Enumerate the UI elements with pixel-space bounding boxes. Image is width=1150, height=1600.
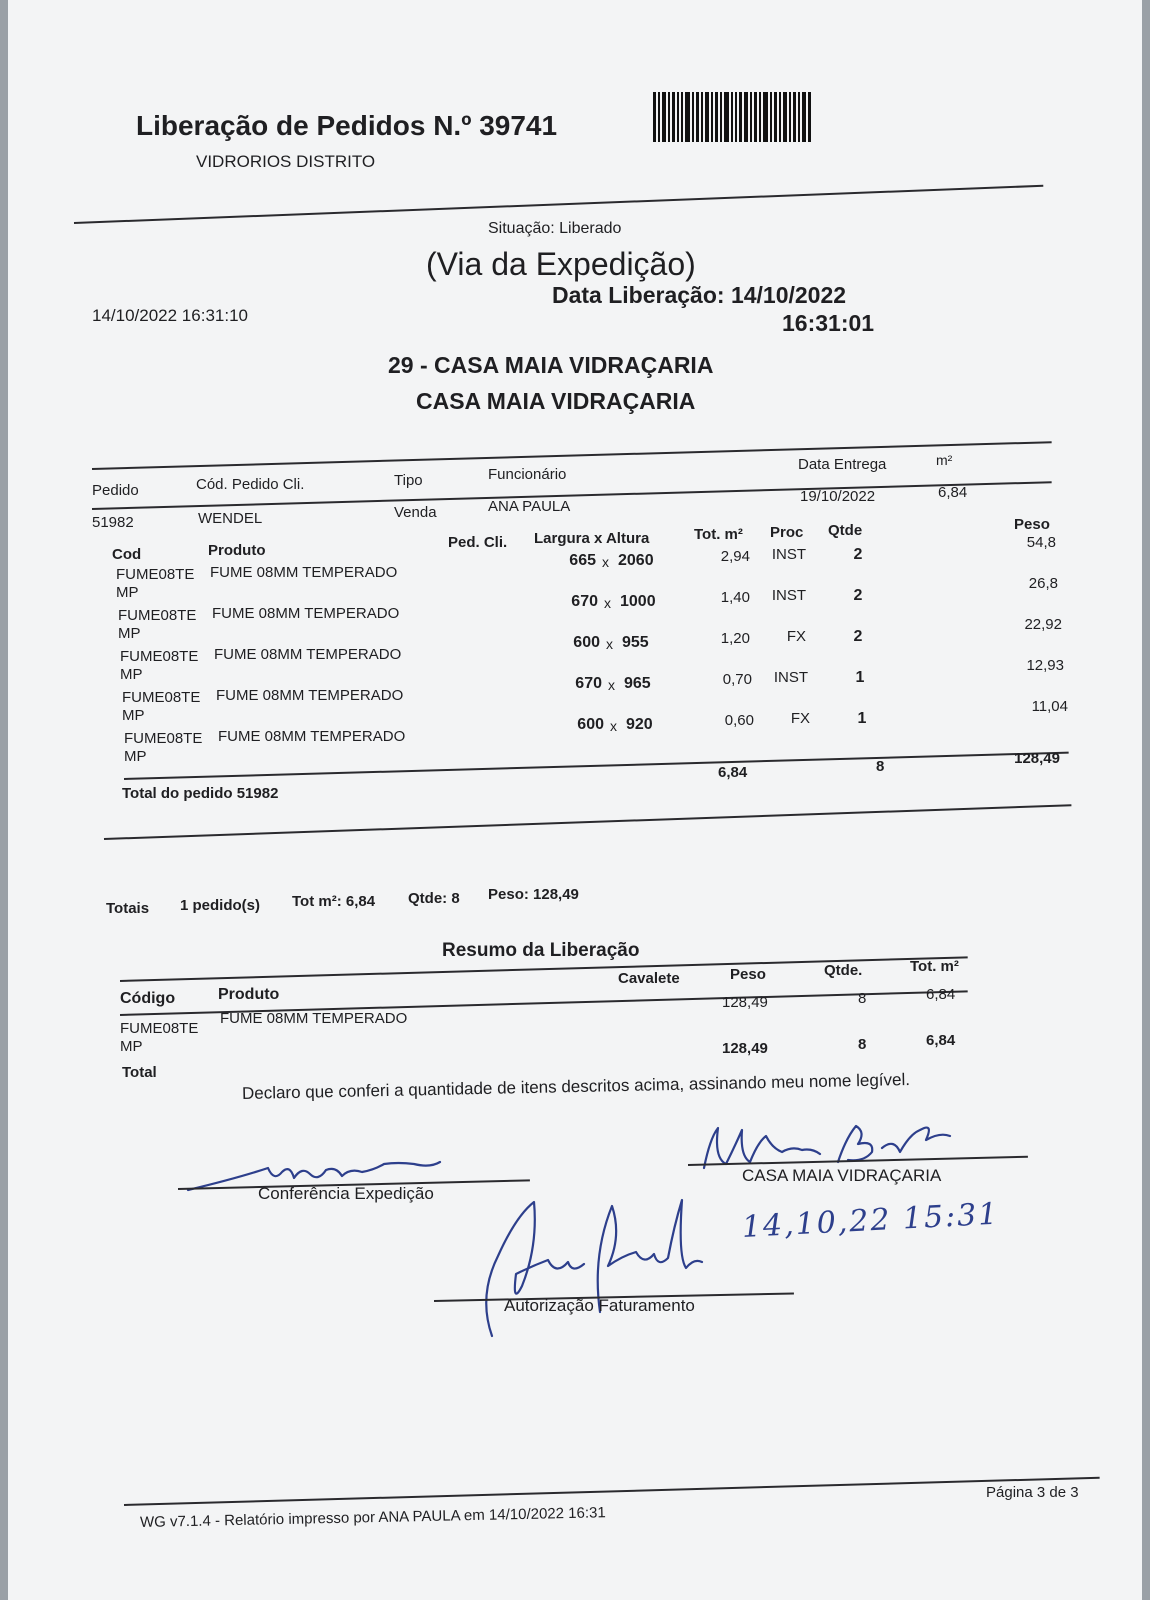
summary-col-peso: Peso: [730, 966, 766, 983]
item-dim-sep: x: [606, 636, 613, 652]
copy-label: (Via da Expedição): [426, 246, 696, 282]
col-tipo: Tipo: [394, 472, 423, 489]
item-tot-m2: 0,70: [722, 671, 752, 688]
item-largura: 670: [571, 593, 598, 610]
item-produto: FUME 08MM TEMPERADO: [218, 728, 406, 745]
order-total-peso: 128,49: [1014, 750, 1060, 767]
item-altura: 965: [624, 675, 651, 692]
barcode-image: [653, 92, 823, 142]
item-qtde: 2: [853, 546, 863, 563]
autorizacao-signature: [472, 1196, 712, 1346]
release-time: 16:31:01: [782, 310, 875, 336]
item-peso: 12,93: [1026, 657, 1064, 674]
item-cod: FUME08TE: [116, 566, 195, 583]
summary-row-qtde: 8: [858, 990, 867, 1007]
item-peso: 26,8: [1028, 575, 1058, 592]
item-altura: 1000: [620, 593, 656, 610]
order-section-divider: [104, 804, 1071, 840]
status-text: Situação: Liberado: [488, 220, 622, 237]
item-cod: FUME08TE: [122, 689, 201, 706]
item-proc: FX: [790, 710, 810, 727]
release-date: Data Liberação: 14/10/2022: [552, 282, 847, 308]
items-col-produto: Produto: [208, 542, 266, 559]
item-tot-m2: 0,60: [724, 712, 754, 729]
value-data-entrega: 19/10/2022: [800, 488, 876, 505]
summary-col-cavalete: Cavalete: [618, 970, 680, 987]
item-altura: 2060: [618, 552, 654, 569]
item-proc: FX: [786, 628, 806, 645]
col-data-entrega: Data Entrega: [798, 456, 887, 473]
client-name: CASA MAIA VIDRAÇARIA: [416, 388, 696, 414]
item-proc: INST: [773, 669, 808, 686]
col-pedido: Pedido: [92, 482, 139, 499]
item-tot-m2: 2,94: [720, 548, 750, 565]
item-produto: FUME 08MM TEMPERADO: [216, 687, 404, 704]
item-peso: 22,92: [1024, 616, 1062, 633]
table-row: [124, 698, 1074, 778]
item-cod-suffix: MP: [118, 625, 141, 642]
value-pedido: 51982: [92, 514, 134, 531]
item-qtde: 2: [853, 628, 863, 645]
item-cod-suffix: MP: [122, 707, 145, 724]
item-cod-suffix: MP: [116, 584, 139, 601]
item-largura: 600: [573, 634, 600, 651]
item-peso: 11,04: [1031, 698, 1068, 715]
item-cod: FUME08TE: [120, 648, 199, 665]
item-largura: 600: [577, 716, 604, 733]
order-total-m2: 6,84: [718, 764, 748, 781]
order-header-top-rule: [92, 441, 1052, 469]
col-m2: m²: [936, 452, 953, 468]
item-dim-sep: x: [604, 595, 611, 611]
totals-m2: Tot m²: 6,84: [292, 893, 376, 910]
item-altura: 920: [626, 716, 653, 733]
item-qtde: 1: [855, 669, 865, 686]
summary-row-tot-m2: 6,84: [926, 986, 956, 1003]
value-funcionario: ANA PAULA: [488, 498, 571, 515]
print-datetime: 14/10/2022 16:31:10: [92, 306, 248, 325]
item-dim-sep: x: [602, 554, 609, 570]
conferencia-label: Conferência Expedição: [258, 1184, 434, 1203]
items-col-cod: Cod: [112, 546, 142, 563]
footer-rule: [124, 1477, 1100, 1506]
item-altura: 955: [622, 634, 649, 651]
client-name-code: 29 - CASA MAIA VIDRAÇARIA: [388, 352, 714, 378]
totals-pedidos: 1 pedido(s): [180, 897, 261, 914]
declaration-text: Declaro que conferi a quantidade de itens descritos acima, assinando meu nome legível.: [241, 1070, 911, 1103]
col-funcionario: Funcionário: [488, 466, 567, 483]
value-cod-pedido-cli: WENDEL: [198, 510, 263, 527]
item-produto: FUME 08MM TEMPERADO: [210, 564, 398, 581]
item-produto: FUME 08MM TEMPERADO: [214, 646, 402, 663]
totals-peso: Peso: 128,49: [488, 886, 579, 903]
cliente-label: CASA MAIA VIDRAÇARIA: [742, 1166, 942, 1185]
item-peso: 54,8: [1026, 534, 1056, 551]
items-col-ped-cli: Ped. Cli.: [448, 534, 508, 551]
totals-qtde: Qtde: 8: [408, 890, 460, 907]
items-col-tot-m2: Tot. m²: [694, 526, 743, 543]
summary-row-produto: FUME 08MM TEMPERADO: [220, 1010, 408, 1027]
item-tot-m2: 1,20: [720, 630, 750, 647]
value-m2: 6,84: [938, 484, 968, 501]
summary-total-qtde: 8: [858, 1036, 867, 1053]
summary-row-codigo-suffix: MP: [120, 1038, 143, 1055]
item-cod: FUME08TE: [118, 607, 197, 624]
summary-col-produto: Produto: [218, 986, 280, 1003]
items-col-dimensoes: Largura x Altura: [534, 530, 650, 547]
item-proc: INST: [771, 587, 806, 604]
order-total-qtde: 8: [876, 758, 885, 775]
summary-col-tot-m2: Tot. m²: [910, 958, 959, 975]
item-dim-sep: x: [610, 718, 617, 734]
totals-label: Totais: [106, 900, 150, 917]
item-largura: 665: [569, 552, 596, 569]
document-page: [8, 0, 1142, 1600]
item-tot-m2: 1,40: [720, 589, 750, 606]
summary-col-codigo: Código: [120, 990, 176, 1007]
item-qtde: 2: [853, 587, 863, 604]
summary-col-qtde: Qtde.: [824, 962, 863, 979]
items-col-qtde: Qtde: [828, 522, 863, 539]
header-divider: [74, 185, 1043, 224]
footer-page-number: Página 3 de 3: [986, 1484, 1079, 1501]
value-tipo: Venda: [394, 504, 437, 521]
item-proc: INST: [771, 546, 806, 563]
handwritten-date: 14,10,22 15:31: [741, 1196, 1001, 1245]
summary-row-codigo: FUME08TE: [120, 1020, 199, 1037]
col-cod-pedido-cli: Cód. Pedido Cli.: [196, 476, 305, 493]
summary-total-label: Total: [122, 1064, 157, 1081]
footer-printed-by: WG v7.1.4 - Relatório impresso por ANA PAULA em 14/10/2022 16:31: [139, 1504, 606, 1531]
order-total-label: Total do pedido 51982: [122, 785, 279, 802]
item-dim-sep: x: [608, 677, 615, 693]
summary-total-peso: 128,49: [722, 1040, 768, 1057]
document-title: Liberação de Pedidos N.º 39741: [136, 110, 558, 141]
item-largura: 670: [575, 675, 602, 692]
item-produto: FUME 08MM TEMPERADO: [212, 605, 400, 622]
items-col-proc: Proc: [770, 524, 804, 541]
summary-title: Resumo da Liberação: [442, 940, 640, 961]
summary-total-tot-m2: 6,84: [926, 1032, 956, 1049]
summary-row-peso: 128,49: [722, 994, 768, 1011]
item-cod: FUME08TE: [124, 730, 203, 747]
items-col-peso: Peso: [1014, 516, 1050, 533]
item-cod-suffix: MP: [120, 666, 143, 683]
item-cod-suffix: MP: [124, 748, 147, 765]
autorizacao-label: Autorização Faturamento: [504, 1296, 695, 1315]
company-name: VIDRORIOS DISTRITO: [196, 152, 376, 171]
item-qtde: 1: [857, 710, 867, 727]
